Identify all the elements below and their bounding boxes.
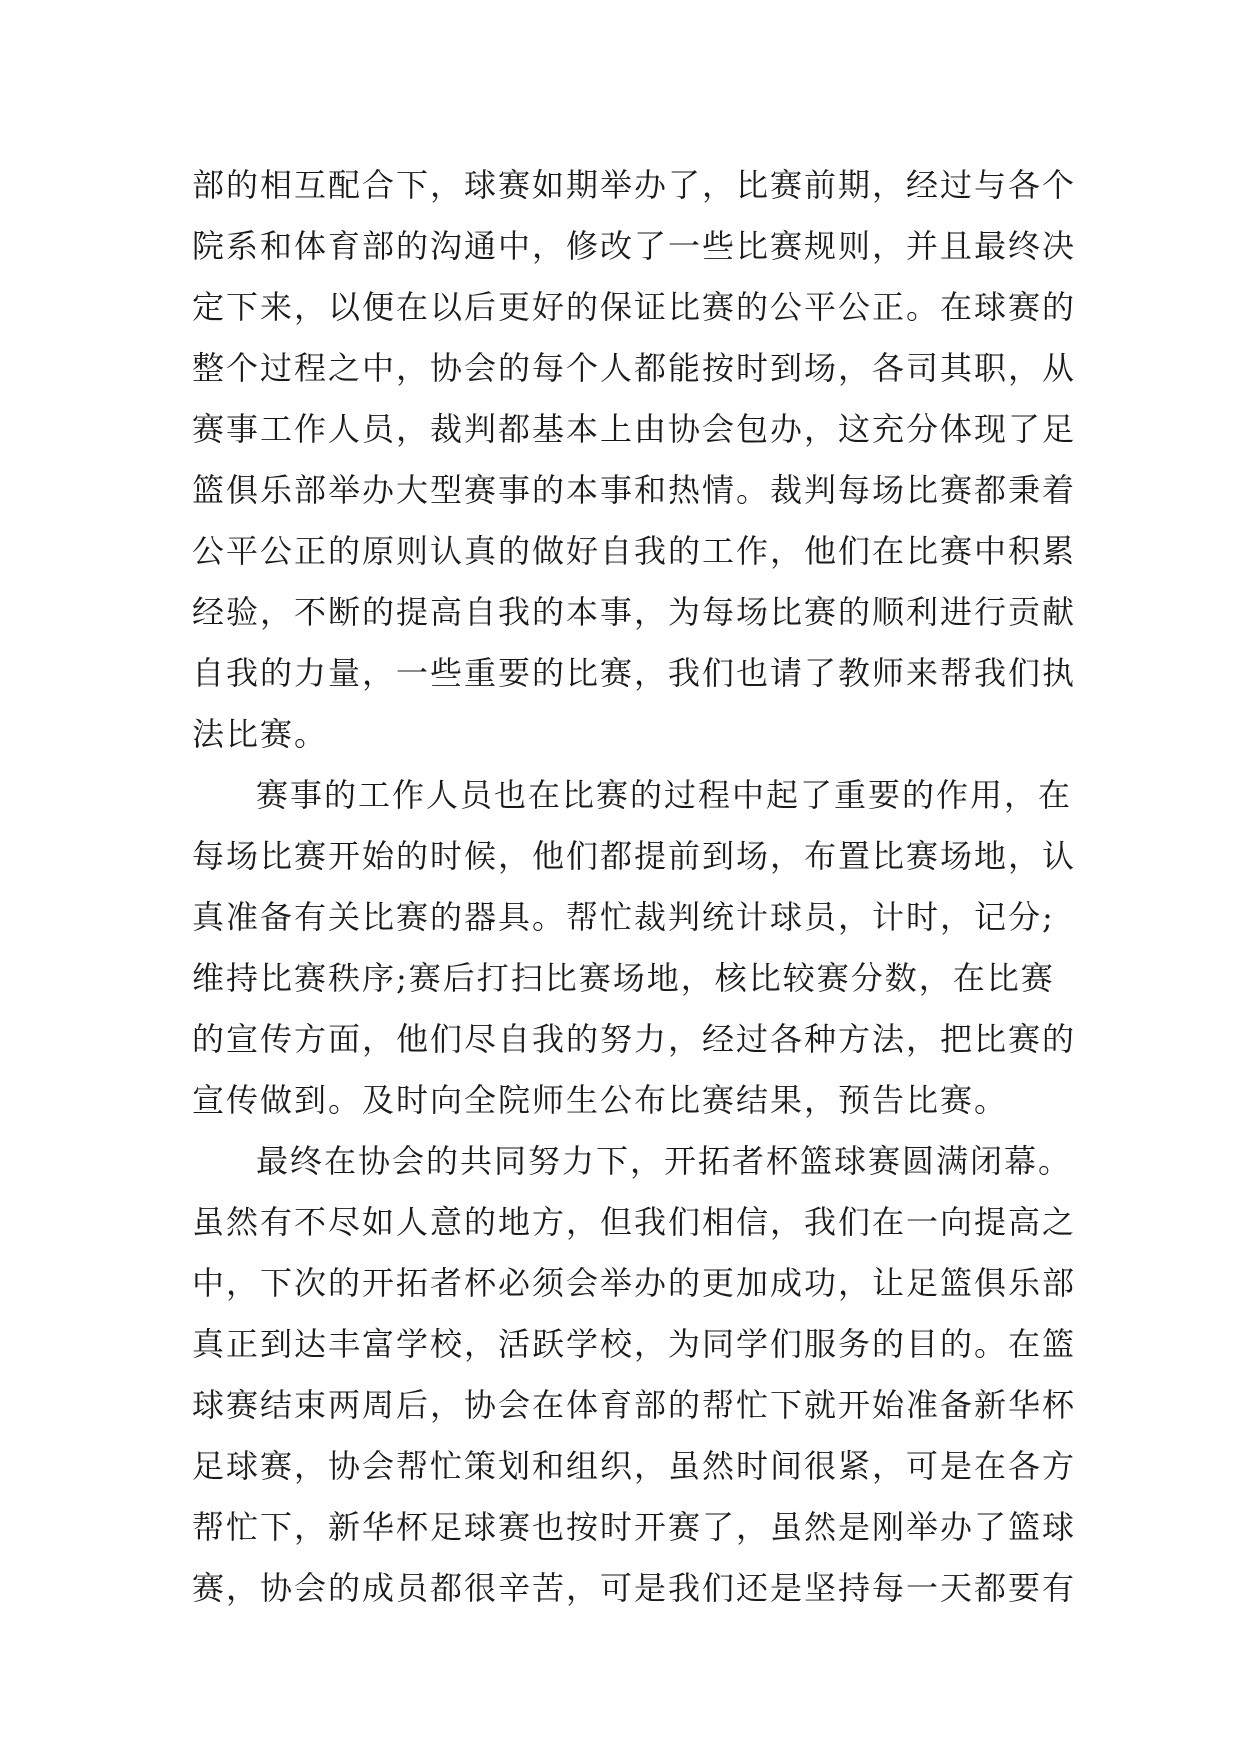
body-text: [192, 155, 1092, 1619]
text-line: 真正到达丰富学校，活跃学校，为同学们服务的目的。在篮: [192, 1325, 1077, 1363]
text-line: 最终在协会的共同努力下，开拓者杯篮球赛圆满闭幕。: [256, 1142, 1073, 1180]
text-line: 宣传做到。及时向全院师生公布比赛结果，预告比赛。: [192, 1081, 1009, 1119]
text-line: 帮忙下，新华杯足球赛也按时开赛了，虽然是刚举办了篮球: [192, 1508, 1077, 1546]
text-line: 法比赛。: [192, 715, 329, 753]
text-line: 赛事的工作人员也在比赛的过程中起了重要的作用，在: [256, 776, 1073, 814]
text-line: 篮俱乐部举办大型赛事的本事和热情。裁判每场比赛都秉着: [192, 471, 1077, 509]
text-line: 每场比赛开始的时候，他们都提前到场，布置比赛场地，认: [192, 837, 1077, 875]
text-line: 足球赛，协会帮忙策划和组织，虽然时间很紧，可是在各方: [192, 1447, 1077, 1485]
text-line: 定下来，以便在以后更好的保证比赛的公平公正。在球赛的: [192, 288, 1077, 326]
text-line: 维持比赛秩序;赛后打扫比赛场地，核比较赛分数，在比赛: [192, 959, 1055, 997]
text-line: 虽然有不尽如人意的地方，但我们相信，我们在一向提高之: [192, 1203, 1077, 1241]
text-line: 部的相互配合下，球赛如期举办了，比赛前期，经过与各个: [192, 166, 1077, 204]
text-line: 院系和体育部的沟通中，修改了一些比赛规则，并且最终决: [192, 227, 1077, 265]
text-line: 球赛结束两周后，协会在体育部的帮忙下就开始准备新华杯: [192, 1386, 1077, 1424]
text-line: 赛，协会的成员都很辛苦，可是我们还是坚持每一天都要有: [192, 1569, 1077, 1607]
text-line: 经验，不断的提高自我的本事，为每场比赛的顺利进行贡献: [192, 593, 1077, 631]
text-line: 的宣传方面，他们尽自我的努力，经过各种方法，把比赛的: [192, 1020, 1077, 1058]
text-line: 中，下次的开拓者杯必须会举办的更加成功，让足篮俱乐部: [192, 1264, 1077, 1302]
text-line: 整个过程之中，协会的每个人都能按时到场，各司其职，从: [192, 349, 1077, 387]
text-line: 赛事工作人员，裁判都基本上由协会包办，这充分体现了足: [192, 410, 1077, 448]
text-line: 自我的力量，一些重要的比赛，我们也请了教师来帮我们执: [192, 654, 1077, 692]
text-line: 真准备有关比赛的器具。帮忙裁判统计球员，计时，记分;: [192, 898, 1055, 936]
text-line: 公平公正的原则认真的做好自我的工作，他们在比赛中积累: [192, 532, 1077, 570]
